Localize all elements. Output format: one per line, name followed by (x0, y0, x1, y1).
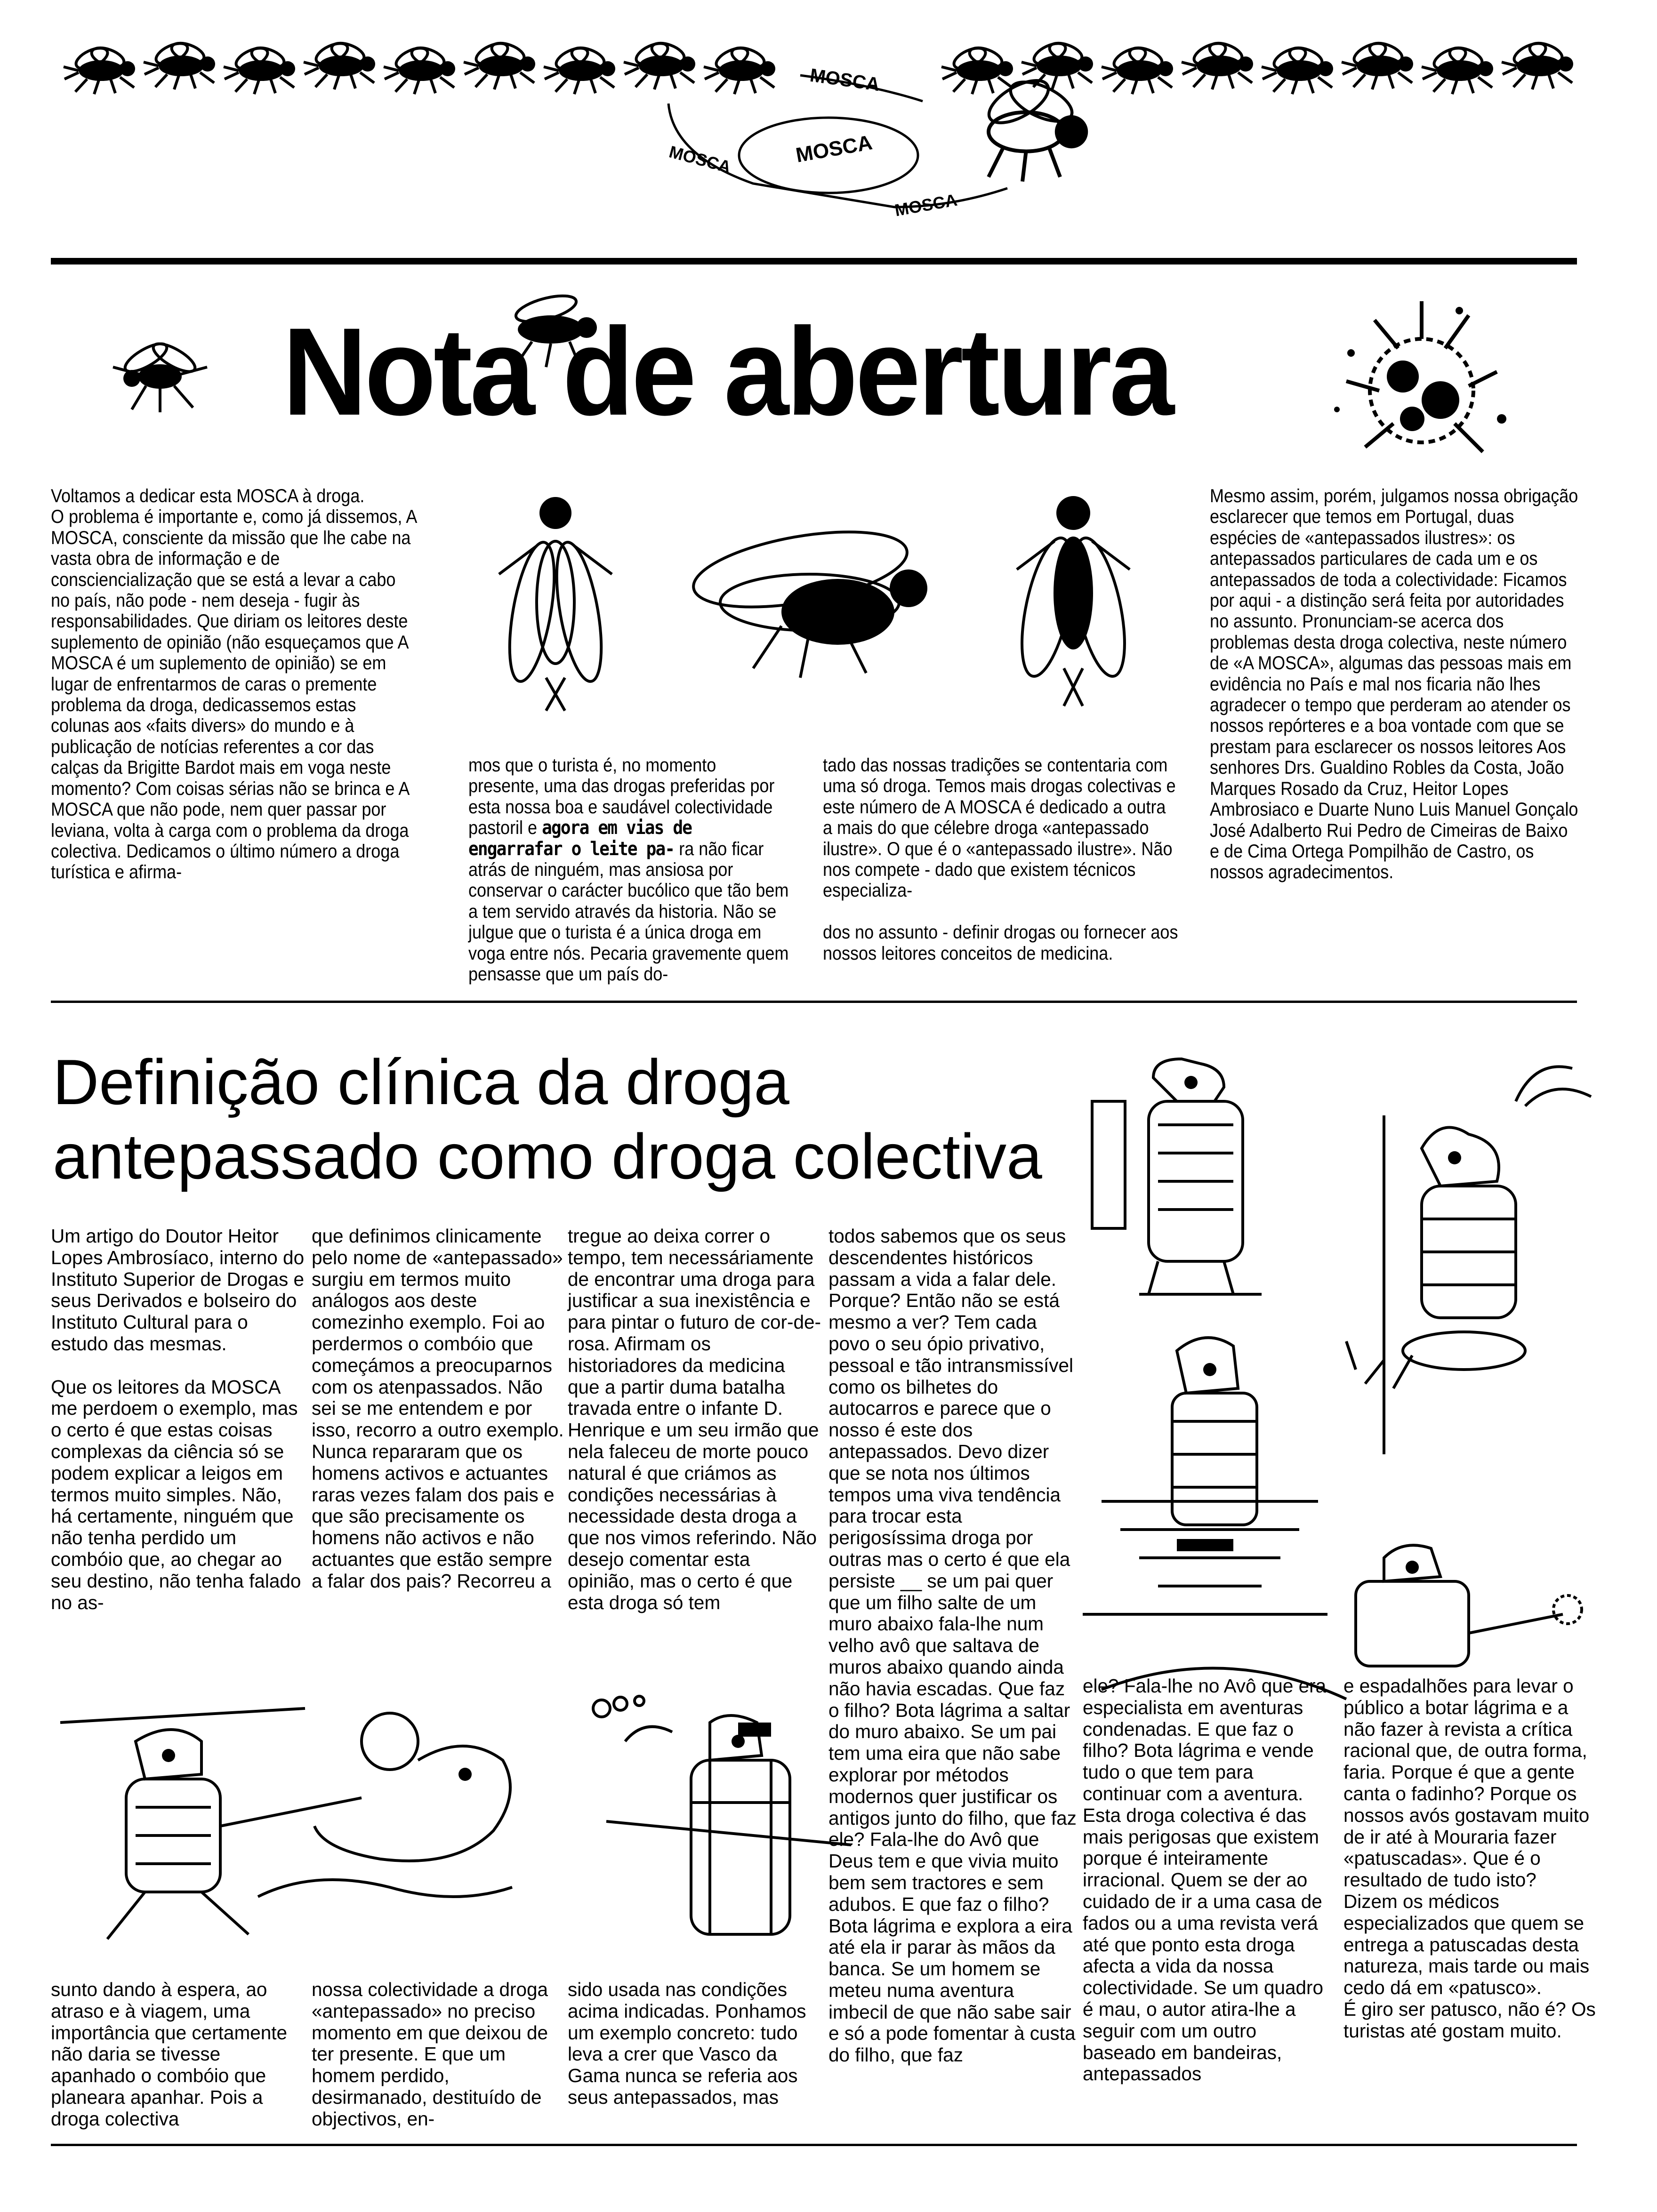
cartoon-duel (51, 1690, 1063, 1948)
splat-fly-icon (1309, 287, 1535, 485)
fly-row-right (941, 39, 1573, 94)
article-col-1-bottom: sunto dando à espera, ao atraso e à viagem, uma importância que certamente não daria se tivesse apanhado o combóio que planeara apanhar. Pois a droga colectiva (51, 1979, 288, 2130)
nota-col-3: tado das nossas tradições se contentaria com uma só droga. Temos mais drogas colectivas e este número de A MOSCA é dedicado a outra a mais do que célebre droga «antepassado ilustre». O que é o «antepassado ilustre». Não nos compete - dado que existem técnicos especializa- dos no assunto - definir drogas ou fornecer aos nossos leitores conceitos de medicina. (823, 755, 1178, 964)
article-col-4: todos sabemos que os seus descendentes históricos passam a vida a falar dele. Porque? Então não se está mesmo a ver? Tem cada povo o seu ópio privativo, pessoal e tão intransmissível como os bilhetes do autocarros e parece que o nosso é este dos antepassados. Devo dizer que se nota nos últimos tempos uma viva tendência para trocar esta perigosíssima droga por outras mas o certo é que ela persiste __ se um pai quer que um filho salte de um muro abaixo fala-lhe num velho avô que saltava de muros abaixo quando ainda não havia escadas. Que faz o filho? Bota lágrima a saltar do muro abaixo. Se um pai tem uma eira que não sabe explorar por métodos modernos quer justificar os antigos junto do filho, que faz ele? Fala-lhe do Avô que Deus tem e que vivia muito bem sem tractores e sem adubos. E que faz o filho? Bota lágrima e explora a eira até ela ir parar às mãos da banca. Se um homem se meteu numa aventura imbecil de que não sabe sair e só a pode fomentar à custa do filho, que faz (828, 1225, 1077, 2066)
top-rule (51, 258, 1577, 264)
article-col-2-bottom: nossa colectividade a droga «antepassado» no preciso momento em que deixou de ter presente. E que um homem perdido, desirmanado, destituído de objectivos, en- (312, 1979, 548, 2130)
article-title (53, 1045, 1042, 1194)
fly-illustrations (471, 461, 1158, 725)
cartoon-knights (1083, 1031, 1638, 1708)
nota-col-1: Voltamos a dedicar esta MOSCA à droga. O problema é importante e, como já dissemos, A MOSCA, consciente da missão que lhe cabe na vasta obra de informação e de consciencialização que se está a levar a cabo no país, não pode - nem deseja - fugir às responsabilidades. Que diriam os leitores deste suplemento de opinião (não esqueçamos que A MOSCA é um suplemento de opinião) se em lugar de enfrentarmos de caras o premente problema da droga, dedicassemos estas colunas aos «faits divers» do mundo e à publicação de notícias referentes a cor das calças da Brigitte Bardot mais em voga neste momento? Com coisas sérias não se brinca e A MOSCA que não pode, nem quer passar por leviana, volta à carga com o problema da droga colectiva. Dedicamos o último número a droga turística e afirma- (51, 486, 417, 883)
nota-title: Nota de abertura (282, 302, 1172, 441)
banner-label-2: MOSCA (667, 142, 733, 177)
nota-col-4: Mesmo assim, porém, julgamos nossa obrigação esclarecer que temos em Portugal, duas espécies de «antepassados ilustres»: os antepassados particulares de cada um e os antepassados de toda a colectividade: Ficamos por aqui - a distinção será feita por autoridades no assunto. Pronunciam-se acerca dos problemas desta droga colectiva, neste número de «A MOSCA», algumas das pessoas mais em evidência no País e mal nos ficaria não lhes agradecer o tempo que perderam ao atender os nossos repórteres e a boa vontade com que se prestam para esclarecer os nossos leitores Aos senhores Drs. Gualdino Robles da Costa, João Marques Rosado da Cruz, Heitor Lopes Ambrosiaco e Duarte Nuno Luis Manuel Gonçalo José Adalberto Rui Pedro de Cimeiras de Baixo e de Cima Ortega Pompilhão de Castro, os nossos agradecimentos. (1210, 486, 1578, 883)
banner-label-1: MOSCA (808, 64, 881, 96)
nota-col-2 (468, 755, 790, 985)
fly-row-left (64, 39, 775, 94)
mid-rule (51, 1001, 1577, 1003)
nota-col-2-text-a: mos que o turista é, no momento presente, uma das drogas preferidas por esta nossa boa e saudável colectividade pastoril e (468, 755, 775, 839)
nota-col-2-emphasis: agora em vias de engarrafar o leite pa- (468, 817, 692, 860)
article-col-2-top: que definimos clinicamente pelo nome de «antepassado» surgiu em termos muito análogos aos deste comezinho exemplo. Foi ao perdermos o combóio que começámos a preocuparnos com os atenpassados. Não sei se me entendem e por isso, recorro a outro exemplo. Nunca repararam que os homens activos e actuantes raras vezes falam dos pais e que são precisamente os homens não activos e não actuantes que estão sempre a falar dos pais? Recorreu a (312, 1225, 564, 1592)
bottom-rule (51, 2144, 1577, 2146)
fly-icon-left (99, 325, 221, 419)
article-col-3-top: tregue ao deixa correr o tempo, tem necessáriamente de encontrar uma droga para justificar a sua inexistência e para pintar o futuro de cor-de-rosa. Afirmam os historiadores da medicina que a partir duma batalha travada entre o infante D. Henrique e um seu irmão que nela faleceu de morte pouco natural é que criámos as condições necessárias à necessidade desta droga a que nos vimos referindo. Não desejo comentar esta opinião, mas o certo é que esta droga só tem (568, 1225, 821, 1613)
article-col-1-top: Um artigo do Doutor Heitor Lopes Ambrosíaco, interno do Instituto Superior de Drogas e seus Derivados e bolseiro do Instituto Cultural para o estudo das mesmas. Que os leitores da MOSCA me perdoem o exemplo, mas o certo é que estas coisas complexas da ciência só se podem explicar a leigos em termos muito simples. Não, há certamente, ninguém que não tenha perdido um combóio que, ao chegar ao seu destino, não tenha falado no as- (51, 1225, 305, 1613)
banner-label-3: MOSCA (794, 131, 874, 167)
mosca-banner (0, 0, 1657, 235)
article-title-line-2: antepassado como droga colectiva (53, 1121, 1042, 1192)
article-title-line-1: Definição clínica da droga (53, 1046, 789, 1118)
article-col-6: e espadalhões para levar o público a botar lágrima e a não fazer à revista a crítica racional que, de outra forma, faria. Porque é que a gente canta o fadinho? Porque os nossos avós gostavam muito de ir até à Mouraria fazer «patuscadas». Que é o resultado de tudo isto? Dizem os médicos especializados que quem se entrega a patuscadas desta natureza, mais tarde ou mais cedo dá em «patusco». É giro ser patusco, não é? Os turistas até gostam muito. (1343, 1675, 1596, 2042)
article-col-3-bottom: sido usada nas condições acima indicadas. Ponhamos um exemplo concreto: tudo leva a crer que Vasco da Gama nunca se referia aos seus antepassados, mas (568, 1979, 806, 2108)
article-col-5: ele? Fala-lhe no Avô que era especialista em aventuras condenadas. E que faz o filho? Bota lágrima e vende tudo o que tem para continuar com a aventura. Esta droga colectiva é das mais perigosas que existem porque é inteiramente irracional. Quem se der ao cuidado de ir a uma casa de fados ou a uma revista verá até que ponto esta droga afecta a vida da nossa colectividade. Se um quadro é mau, o autor atira-lhe a seguir com um outro baseado em bandeiras, antepassados (1083, 1675, 1327, 2085)
banner-label-4: MOSCA (893, 190, 959, 220)
nota-col-2-text-b: ra não ficar atrás de ninguém, mas ansiosa por conservar o carácter bucólico que tão bem a tem servido através da historia. Não se julgue que o turista é a única droga em voga entre nós. Pecaria gravemente quem pensasse que um país do- (468, 838, 789, 985)
